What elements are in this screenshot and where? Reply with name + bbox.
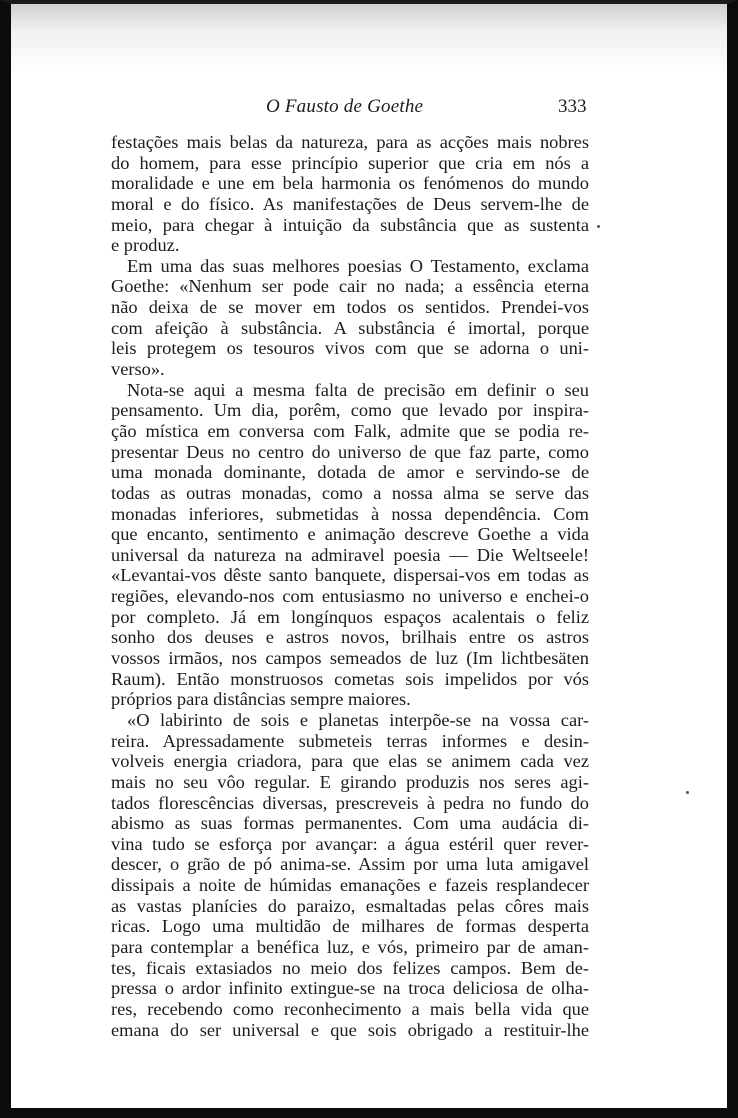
text-line: «Levantai-vos dêste santo banquete, dispersai-vos em todas as	[111, 565, 589, 586]
page-number: 333	[558, 96, 587, 117]
text-line: Nota-se aqui a mesma falta de precisão em definir o seu	[127, 379, 589, 400]
text-line: Em uma das suas melhores poesias O Testamento, exclama	[127, 255, 589, 276]
running-head: O Fausto de Goethe	[266, 96, 424, 117]
text-line: abismo as suas formas permanentes. Com uma audácia di-	[111, 813, 589, 834]
text-line: uma monada dominante, dotada de amor e servindo-se de	[111, 462, 589, 483]
text-line: ricas. Logo uma multidão de milhares de formas desperta	[111, 916, 589, 937]
text-line: regiões, elevando-nos com entusiasmo no universo e enchei-o	[111, 586, 589, 607]
text-line: por completo. Já em longínquos espaços acalentais o feliz	[111, 606, 589, 627]
text-line: as vastas planícies do paraizo, esmaltadas pelas côres mais	[111, 895, 589, 916]
text-line: ção mística em conversa com Falk, admite que se podia re-	[111, 420, 589, 441]
text-line: «O labirinto de sois e planetas interpõe-se na vossa car-	[127, 709, 589, 730]
text-line: tados florescências diversas, prescreveis à pedra no fundo do	[111, 792, 589, 813]
text-line: emana do ser universal e que sois obrigado a restituir-lhe	[111, 1019, 589, 1040]
text-line: próprios para distâncias sempre maiores.	[111, 689, 411, 710]
text-line: meio, para chegar à intuição da substância que as sustenta	[111, 214, 589, 235]
text-line: res, recebendo como reconhecimento a mais bella vida que	[111, 998, 589, 1019]
text-line: do homem, para esse princípio superior que cria em nós a	[111, 152, 589, 173]
text-line: que encanto, sentimento e animação descreve Goethe a vida	[111, 524, 589, 545]
text-line: vossos irmãos, nos campos semeados de luz (Im lichtbesäten	[111, 648, 589, 669]
text-line: com afeição à substância. A substância é imortal, porque	[111, 317, 589, 338]
text-line: não deixa de se mover em todos os sentidos. Prendei-vos	[111, 297, 589, 318]
text-line: verso».	[111, 359, 165, 380]
text-line: Raum). Então monstruosos cometas sois impelidos por vós	[111, 668, 589, 689]
text-line: pensamento. Um dia, porêm, como que levado por inspira-	[111, 400, 589, 421]
text-line: monadas inferiores, submetidas à nossa dependência. Com	[111, 503, 589, 524]
text-line: todas as outras monadas, como a nossa alma se serve das	[111, 482, 589, 503]
text-line: pressa o ardor infinito extingue-se na troca deliciosa de olha-	[111, 978, 589, 999]
text-line: leis protegem os tesouros vivos com que se adorna o uni-	[111, 338, 589, 359]
text-line: Goethe: «Nenhum ser pode cair no nada; a essência eterna	[111, 276, 589, 297]
text-line: moralidade e une em bela harmonia os fenómenos do mundo	[111, 173, 589, 194]
text-line: sonho dos deuses e astros novos, brilhais entre os astros	[111, 627, 589, 648]
text-line: mais no seu vôo regular. E girando produzis nos seres agi-	[111, 771, 589, 792]
text-line: vina tudo se esforça por avançar: a água estéril quer rever-	[111, 833, 589, 854]
text-line: tes, ficais extasiados no meio dos felizes campos. Bem de-	[111, 957, 589, 978]
text-line: descer, o grão de pó anima-se. Assim por uma luta amigavel	[111, 854, 589, 875]
text-line: presentar Deus no centro do universo de que faz parte, como	[111, 441, 589, 462]
text-line: e produz.	[111, 235, 180, 256]
text-line: moral e do físico. As manifestações de Deus servem-lhe de	[111, 193, 589, 214]
text-line: dissipais a noite de húmidas emanações e fazeis resplandecer	[111, 875, 589, 896]
text-line: festações mais belas da natureza, para as acções mais nobres	[111, 132, 589, 152]
text-line: volveis energia criadora, para que elas se animem cada vez	[111, 751, 589, 772]
text-line: reira. Apressadamente submeteis terras informes e desin-	[111, 730, 589, 751]
text-line: universal da natureza na admiravel poesia — Die Weltseele!	[111, 544, 589, 565]
text-line: para contemplar a benéfica luz, e vós, primeiro par de aman-	[111, 936, 589, 957]
